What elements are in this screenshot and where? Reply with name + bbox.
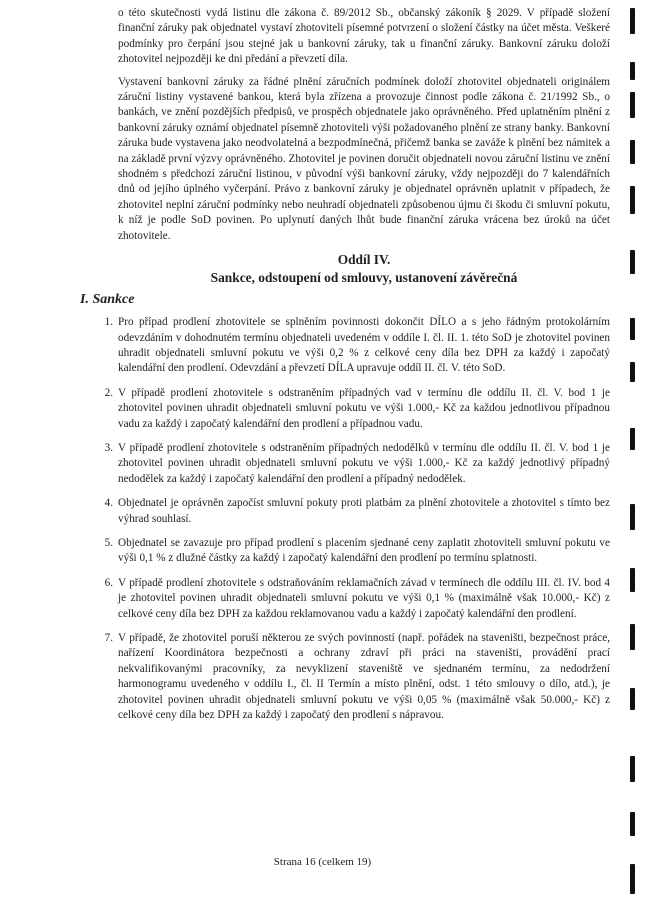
binding-mark — [630, 140, 635, 164]
binding-mark — [630, 864, 635, 894]
binding-mark — [630, 428, 635, 450]
item-text: Pro případ prodlení zhotovitele se splněním povinnosti dokončit DÍLO a s jeho řádným protokolárním odevzdáním v dohodnutém termínu objednateli uvedeném v oddíle I. čl. II. 1. této SoD je zhotovitel povinen uhradit objednateli smluvní pokutu ve výši 0,2 % z celkové ceny díla bez DPH za každý i započatý kalendářní den prodlení. Odevzdání a převzetí DÍLA upravuje oddíl II. čl. V. této SoD. — [118, 316, 610, 375]
item-text: V případě, že zhotovitel poruší některou ze svých povinností (např. pořádek na staveništi, bezpečnost práce, nařízení Koordinátora bezpečnosti a ochrany zdraví při práci na staveništi, provádění prací nekvalifikovanými pracovníky, za nevyklizení staveniště ve sjednaném termínu, za nedodržení harmonogramu uvedeného v oddílu I., čl. II Termín a místo plnění, odst. 1 této smlouvy o dílo, atd.), je zhotovitel povinen uhradit objednateli smluvní pokutu ve výši 0,05 % (maximálně však 50.000,- Kč) z celkové ceny díla bez DPH za každý i započatý den prodlení s nápravou. — [118, 632, 610, 722]
page-number-footer: Strana 16 (celkem 19) — [273, 856, 372, 868]
binding-mark — [630, 186, 635, 214]
item-text: V případě prodlení zhotovitele s odstraněním případných nedodělků v termínu dle oddílu II. čl. V. bod 1 je zhotovitel povinen uhradit objednateli smluvní pokutu ve výši 1.000,- Kč za každý jednotlivý případný nedodělek za každý i započatý kalendářní den prodlení a případný nedodělek. — [118, 441, 610, 485]
item-number: 7. — [104, 632, 113, 644]
list-item — [104, 536, 610, 567]
binding-mark — [630, 62, 635, 80]
list-item — [104, 496, 610, 527]
binding-mark — [630, 756, 635, 782]
sanctions-list — [104, 315, 610, 723]
list-item — [104, 631, 610, 723]
item-text: V případě prodlení zhotovitele s odstraněním případných vad v termínu dle oddílu II. čl. V. bod 1 je zhotovitel povinen uhradit objednateli smluvní pokutu ve výši 1.000,- Kč za každou jednotlivou případnou vadu za každý i započatý kalendářní den prodlení a případnou vadu. — [118, 386, 610, 430]
section-heading: Oddíl IV. — [337, 252, 391, 268]
item-number: 6. — [104, 576, 113, 589]
item-text: V případě prodlení zhotovitele s odstraňováním reklamačních závad v termínech dle oddílu III. čl. IV. bod 4 je zhotovitel povinen uhradit objednateli smluvní pokutu ve výši 0,1 % (maximálně však 10.000,- Kč) z celkové ceny díla bez DPH za každou reklamovanou vadu a každý i započatý kalendářní den prodlení. — [118, 576, 610, 620]
binding-mark — [630, 688, 635, 710]
subsection-title: I. Sankce — [80, 292, 135, 308]
item-number: 2. — [104, 386, 113, 399]
item-number: 4. — [104, 497, 113, 510]
document-body — [80, 6, 610, 732]
section-title: Sankce, odstoupení od smlouvy, ustanovení závěrečná — [210, 270, 518, 286]
binding-mark — [630, 318, 635, 340]
paragraph-bank-guarantee: Vystavení bankovní záruky za řádné plnění záručních podmínek doloží zhotovitel objednateli originálem záruční listiny vystavené bankou, která byla zřízena a provozuje činnost podle zákona č. 21/1992 Sb., o bankách, ve znění pozdějších předpisů, ve prospěch objednatele jako oprávněného. Před uplatněním plnění z bankovní záruky oznámí objednatel písemně zhotoviteli výši požadovaného plnění ze strany banky. Bankovní záruka bude vystavena jako neodvolatelná a bezpodmínečná, přičemž banka se zaváže k plnění bez námitek a na základě první výzvy oprávněného. Zhotovitel je povinen doručit objednateli novou záruční listinu ve znění shodném s předchozí záruční listinou, v původní výši bankovní záruky, vždy nejpozději do 7 kalendářních dnů od jejího úplného vyčerpání. Právo z bankovní záruky je objednatel oprávněn uplatnit v případech, že zhotovitel neplní záruční podmínky nebo neuhradí objednateli způsobenou újmu či škodu či smluvní pokutu, k níž je podle SoD povinen. Po uplynutí daných lhůt bude finanční záruka vrácena bez úroků na účet zhotovitele. — [118, 75, 610, 242]
binding-mark — [630, 8, 635, 34]
item-number: 3. — [104, 441, 113, 454]
binding-mark — [630, 504, 635, 530]
binding-edge — [619, 0, 645, 904]
item-number: 5. — [104, 536, 113, 549]
item-text: Objednatel je oprávněn započíst smluvní pokuty proti platbám za plnění zhotovitele a zhotovitel s tímto bez výhrad souhlasí. — [118, 497, 610, 525]
binding-mark — [630, 250, 635, 274]
list-item — [104, 386, 610, 432]
paragraph-guarantee-deposit: o této skutečnosti vydá listinu dle zákona č. 89/2012 Sb., občanský zákoník § 2029. V případě složení finanční záruky pak objednatel vystaví zhotoviteli písemné potvrzení o složení částky na účet města. Veškeré podmínky pro čerpání jsou stejné jak u bankovní záruky, tak u finanční záruky. Bankovní záruku doloží zhotovitel nejpozději ke dni předání a převzetí díla. — [118, 7, 610, 66]
list-item — [104, 315, 610, 377]
binding-mark — [630, 92, 635, 118]
binding-mark — [630, 624, 635, 650]
binding-mark — [630, 362, 635, 382]
binding-mark — [630, 812, 635, 836]
item-number: 1. — [104, 316, 113, 329]
item-text: Objednatel se zavazuje pro případ prodlení s placením sjednané ceny zaplatit zhotoviteli smluvní pokutu ve výši 0,1 % z dlužné částky za každý i započatý kalendářní den prodlení po termínu splatnosti. — [118, 536, 610, 565]
list-item — [104, 441, 610, 487]
binding-mark — [630, 568, 635, 592]
list-item — [104, 576, 610, 622]
